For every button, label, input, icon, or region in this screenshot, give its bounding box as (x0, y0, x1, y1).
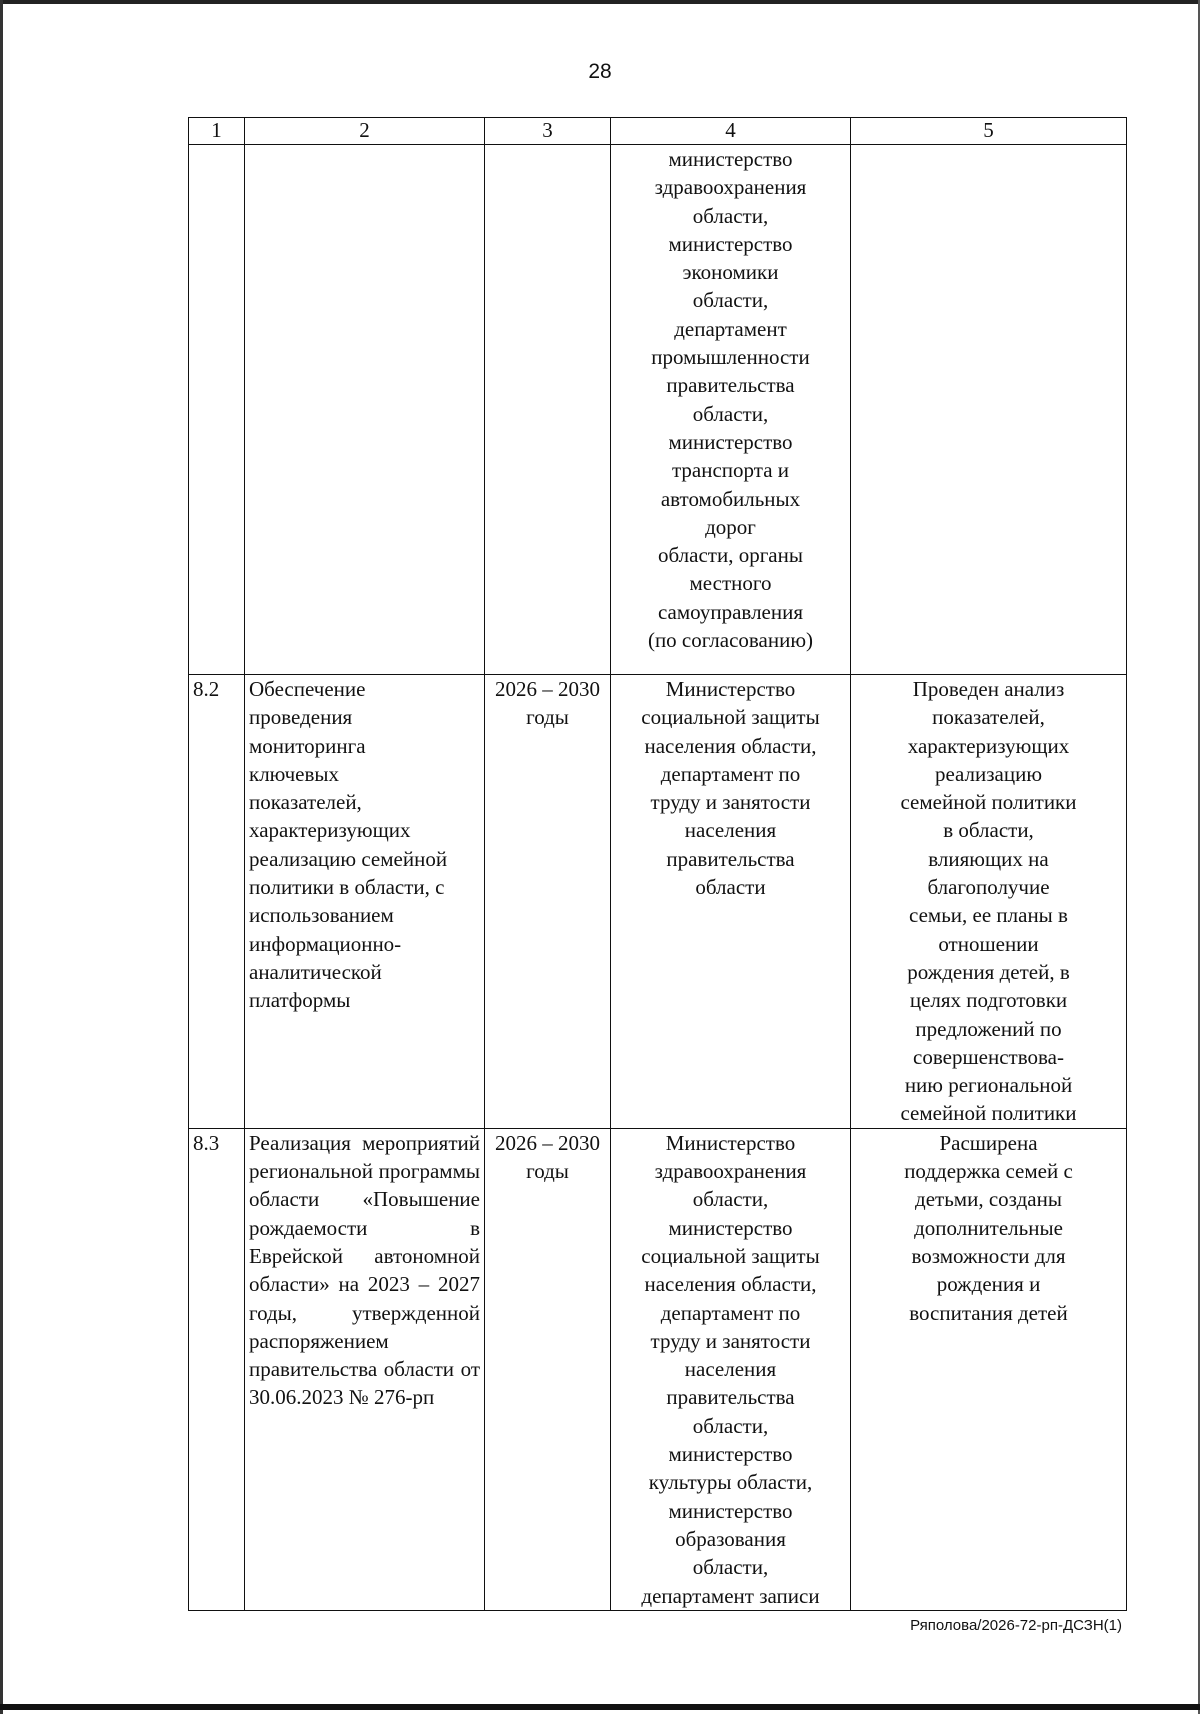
result-cell (851, 145, 1127, 675)
result-cell: Расширена поддержка семей с детьми, созданы дополнительные возможности для рождения и воспитания детей (851, 1128, 1127, 1610)
column-header: 3 (485, 118, 611, 145)
column-header: 1 (189, 118, 245, 145)
period-cell (485, 145, 611, 675)
measures-table (188, 117, 1127, 1611)
action-cell (245, 145, 485, 675)
executors-cell: Министерство здравоохранения области, министерство социальной защиты населения области, департамент по труду и занятости населения правительства области, министерство культуры области, министерство образования области, департамент записи (611, 1128, 851, 1610)
row-number-cell: 8.2 (189, 675, 245, 1129)
action-cell: Обеспечение проведения мониторинга ключевых показателей, характеризующих реализацию семейной политики в области, с использованием информационно- аналитической платформы (245, 675, 485, 1129)
table-row (189, 145, 1127, 675)
result-cell: Проведен анализ показателей, характеризующих реализацию семейной политики в области, влияющих на благополучие семьи, ее планы в отношении рождения детей, в целях подготовки предложений по совершенствова- нию региональной семейной политики (851, 675, 1127, 1129)
column-header: 4 (611, 118, 851, 145)
action-cell: Реализация мероприятий региональной программы области «Повышение рождаемости в Еврейской автономной области» на 2023 – 2027 годы, утвержденной распоряжением правительства области от 30.06.2023 № 276-рп (245, 1128, 485, 1610)
table-row (189, 1128, 1127, 1610)
scan-edge-bottom (0, 1704, 1200, 1710)
column-header: 5 (851, 118, 1127, 145)
scan-edge-left (0, 0, 3, 1714)
executors-cell: Министерство социальной защиты населения области, департамент по труду и занятости населения правительства области (611, 675, 851, 1129)
header-row (189, 118, 1127, 145)
document-reference-footer: Ряполова/2026-72-рп-ДСЗН(1) (910, 1617, 1122, 1634)
column-header: 2 (245, 118, 485, 145)
row-number-cell (189, 145, 245, 675)
period-cell: 2026 – 2030 годы (485, 675, 611, 1129)
scan-edge-top (0, 0, 1200, 4)
row-number-cell: 8.3 (189, 1128, 245, 1610)
executors-cell: министерство здравоохранения области, министерство экономики области, департамент промышленности правительства области, министерство транспорта и автомобильных дорог области, органы местного самоуправления (по согласованию) (611, 145, 851, 675)
period-cell: 2026 – 2030 годы (485, 1128, 611, 1610)
table-row (189, 675, 1127, 1129)
page-number: 28 (588, 60, 612, 83)
